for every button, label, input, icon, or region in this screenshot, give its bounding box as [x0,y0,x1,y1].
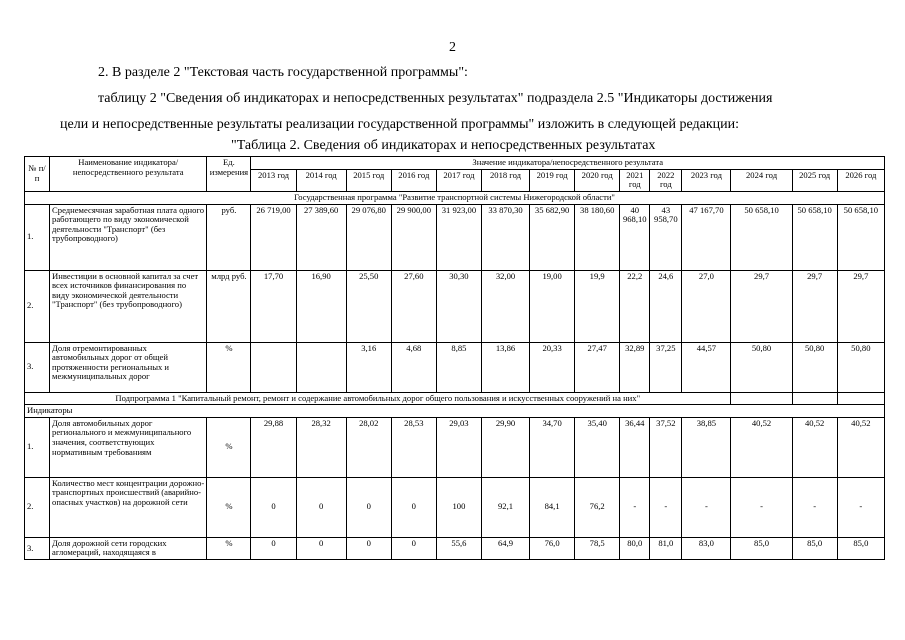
page-number: 2 [449,40,456,55]
header-row [25,157,885,170]
header-num: № п/п [25,157,50,192]
row-value: 27 389,60 [296,204,346,270]
row-value: 29 900,00 [391,204,436,270]
row-value: 34,70 [530,417,575,477]
row-value: 28,53 [391,417,436,477]
row-value: 37,25 [650,342,682,392]
row-num: 2. [25,477,50,537]
header-unit: Ед. измерения [207,157,251,192]
table-row [25,342,885,392]
row-value: 29,03 [436,417,481,477]
row-value: 40,52 [731,417,792,477]
row-value: 50,80 [731,342,792,392]
row-value: 31 923,00 [436,204,481,270]
row-name: Среднемесячная заработная плата одного работающего по виду экономической деятельности "Транспорт" (без трубопроводного) [50,204,207,270]
header-year: 2014 год [296,169,346,191]
row-value: 0 [296,477,346,537]
row-value: 38 180,60 [575,204,620,270]
section-subprogram: Подпрограмма 1 "Капитальный ремонт, ремонт и содержание автомобильных дорог общего пользования и искусственных сооружений на них" [25,392,731,405]
header-year: 2017 год [436,169,481,191]
row-value: 0 [296,537,346,559]
row-value: 64,9 [481,537,529,559]
header-year: 2020 год [575,169,620,191]
table-row [25,417,885,477]
row-value: 47 167,70 [682,204,731,270]
row-value: 28,32 [296,417,346,477]
row-value: 26 719,00 [251,204,296,270]
row-value: 28,02 [346,417,391,477]
row-value: 0 [391,477,436,537]
table-row [25,270,885,342]
empty-cell [837,392,884,405]
paragraph-table-ref-cont: цели и непосредственные результаты реализации государственной программы" изложить в следующей редакции: [60,117,740,132]
table-caption: "Таблица 2. Сведения об индикаторах и непосредственных результатах [231,138,656,153]
row-value: 19,9 [575,270,620,342]
row-value: 81,0 [650,537,682,559]
row-value: 55,6 [436,537,481,559]
table-row [25,477,885,537]
row-unit: % [207,477,251,537]
row-value: - [650,477,682,537]
section-indicators: Индикаторы [25,405,885,418]
empty-cell [731,392,792,405]
section-program: Государственная программа "Развитие транспортной системы Нижегородской области" [25,191,885,204]
row-num: 1. [25,417,50,477]
row-value: 85,0 [792,537,837,559]
row-value: 29,7 [837,270,884,342]
row-value: 35,40 [575,417,620,477]
row-unit: % [207,537,251,559]
row-value: - [682,477,731,537]
row-value: 83,0 [682,537,731,559]
row-unit: % [207,342,251,392]
row-value: 0 [251,477,296,537]
row-value: - [837,477,884,537]
row-value: 36,44 [620,417,650,477]
row-value: 29,7 [792,270,837,342]
row-value: 50 658,10 [792,204,837,270]
row-value: 50 658,10 [837,204,884,270]
header-year: 2025 год [792,169,837,191]
row-name: Доля автомобильных дорог регионального и межмуниципального значения, соответствующих нормативным требованиям [50,417,207,477]
header-year: 2023 год [682,169,731,191]
row-value: 0 [251,537,296,559]
header-year: 2013 год [251,169,296,191]
row-value: 29,7 [731,270,792,342]
row-value: 40,52 [837,417,884,477]
row-value: 29 076,80 [346,204,391,270]
row-value: 19,00 [530,270,575,342]
row-name: Количество мест концентрации дорожно-транспортных происшествий (аварийно-опасных участков) на дорожной сети [50,477,207,537]
row-value: 76,0 [530,537,575,559]
row-value: 17,70 [251,270,296,342]
indicators-table [24,156,885,560]
row-value: 8,85 [436,342,481,392]
row-name: Инвестиции в основной капитал за счет всех источников финансирования по виду экономической деятельности "Транспорт" (без трубопроводного) [50,270,207,342]
row-value: 32,00 [481,270,529,342]
row-value: 0 [346,477,391,537]
row-value: 50,80 [792,342,837,392]
row-value: 29,88 [251,417,296,477]
row-value: 32,89 [620,342,650,392]
table-row [25,204,885,270]
row-value: 92,1 [481,477,529,537]
paragraph-section-intro: 2. В разделе 2 "Текстовая часть государственной программы": [98,65,468,80]
row-num: 2. [25,270,50,342]
row-value: 50,80 [837,342,884,392]
row-value [296,342,346,392]
section-row-indicators [25,405,885,418]
header-name: Наименование индикатора/непосредственного результата [50,157,207,192]
row-value: 78,5 [575,537,620,559]
row-value: 40,52 [792,417,837,477]
row-value: 24,6 [650,270,682,342]
row-value: 16,90 [296,270,346,342]
row-value: 37,52 [650,417,682,477]
row-value: 84,1 [530,477,575,537]
row-value: 100 [436,477,481,537]
empty-cell [792,392,837,405]
row-value: 43 958,70 [650,204,682,270]
row-value: 27,60 [391,270,436,342]
row-value: 27,47 [575,342,620,392]
row-unit: руб. [207,204,251,270]
header-values: Значение индикатора/непосредственного результата [251,157,885,170]
header-year: 2022 год [650,169,682,191]
row-value: 38,85 [682,417,731,477]
row-value: 30,30 [436,270,481,342]
row-value: 85,0 [837,537,884,559]
row-value: 85,0 [731,537,792,559]
row-value: 44,57 [682,342,731,392]
row-value: 80,0 [620,537,650,559]
row-value: 40 968,10 [620,204,650,270]
header-year: 2015 год [346,169,391,191]
header-year: 2018 год [481,169,529,191]
row-value: 27,0 [682,270,731,342]
row-value: - [731,477,792,537]
row-unit: % [207,417,251,477]
row-num: 3. [25,342,50,392]
row-value: 0 [346,537,391,559]
row-value: - [620,477,650,537]
row-value: 25,50 [346,270,391,342]
header-year: 2026 год [837,169,884,191]
row-value: 35 682,90 [530,204,575,270]
section-row-program [25,191,885,204]
section-row-subprogram [25,392,885,405]
row-value: 76,2 [575,477,620,537]
header-year: 2019 год [530,169,575,191]
row-value: 20,33 [530,342,575,392]
row-value: 0 [391,537,436,559]
header-year: 2021 год [620,169,650,191]
row-name: Доля дорожной сети городских агломераций, находящаяся в [50,537,207,559]
table-row [25,537,885,559]
row-value: 22,2 [620,270,650,342]
row-value [251,342,296,392]
row-value: 33 870,30 [481,204,529,270]
row-value: 4,68 [391,342,436,392]
row-name: Доля отремонтированных автомобильных дорог от общей протяженности региональных и межмуниципальных дорог [50,342,207,392]
paragraph-table-ref: таблицу 2 "Сведения об индикаторах и непосредственных результатах" подраздела 2.5 "Индикаторы достижения [98,91,773,106]
header-year: 2024 год [731,169,792,191]
row-num: 3. [25,537,50,559]
row-num: 1. [25,204,50,270]
row-value: 29,90 [481,417,529,477]
row-value: 13,86 [481,342,529,392]
row-value: - [792,477,837,537]
row-unit: млрд руб. [207,270,251,342]
row-value: 3,16 [346,342,391,392]
header-year: 2016 год [391,169,436,191]
row-value: 50 658,10 [731,204,792,270]
